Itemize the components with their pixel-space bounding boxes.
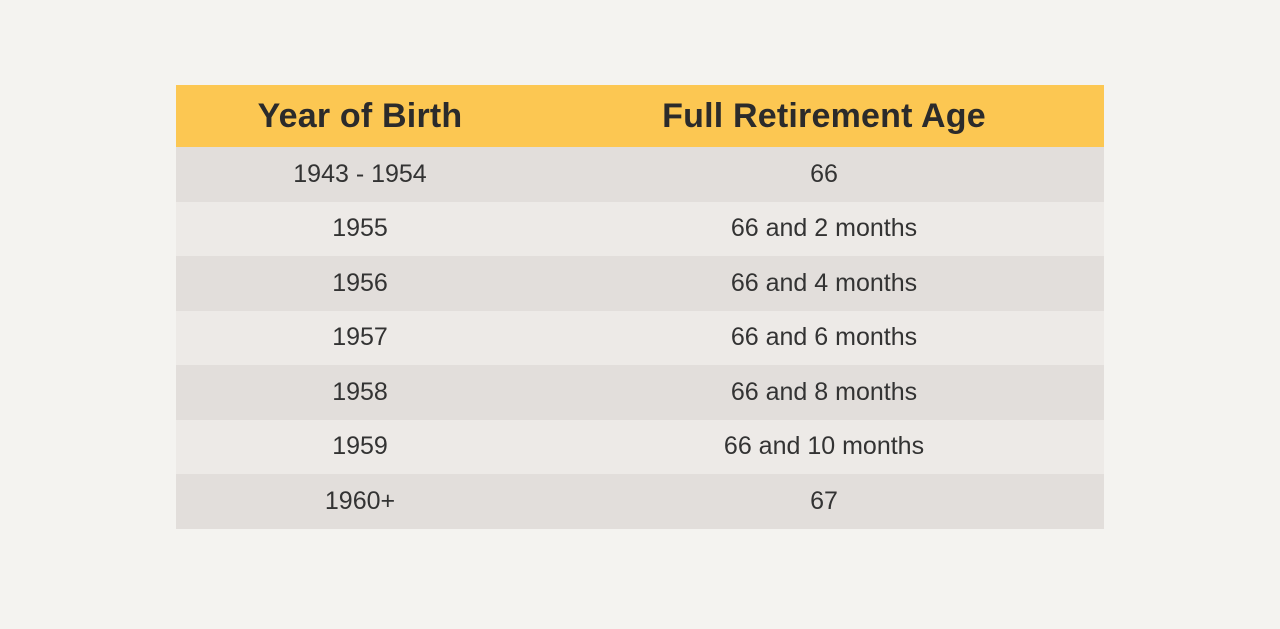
cell-full-retirement-age: 66 and 4 months — [544, 256, 1104, 311]
table-header — [176, 85, 1104, 147]
cell-full-retirement-age: 66 and 6 months — [544, 311, 1104, 366]
table-row — [176, 474, 1104, 529]
retirement-age-table — [176, 85, 1104, 529]
cell-full-retirement-age: 66 — [544, 147, 1104, 202]
column-header-year-of-birth: Year of Birth — [176, 85, 544, 147]
cell-full-retirement-age: 66 and 10 months — [544, 420, 1104, 475]
column-header-full-retirement-age: Full Retirement Age — [544, 85, 1104, 147]
cell-year-of-birth: 1957 — [176, 311, 544, 366]
cell-year-of-birth: 1955 — [176, 202, 544, 257]
table-row — [176, 202, 1104, 257]
cell-full-retirement-age: 66 and 8 months — [544, 365, 1104, 420]
cell-year-of-birth: 1943 - 1954 — [176, 147, 544, 202]
cell-year-of-birth: 1958 — [176, 365, 544, 420]
table-row — [176, 256, 1104, 311]
table-row — [176, 365, 1104, 420]
table-row — [176, 147, 1104, 202]
cell-full-retirement-age: 67 — [544, 474, 1104, 529]
retirement-age-table-container — [176, 85, 1104, 529]
table-body — [176, 147, 1104, 529]
table-header-row — [176, 85, 1104, 147]
table-row — [176, 311, 1104, 366]
table-row — [176, 420, 1104, 475]
cell-year-of-birth: 1960+ — [176, 474, 544, 529]
cell-year-of-birth: 1956 — [176, 256, 544, 311]
cell-full-retirement-age: 66 and 2 months — [544, 202, 1104, 257]
cell-year-of-birth: 1959 — [176, 420, 544, 475]
